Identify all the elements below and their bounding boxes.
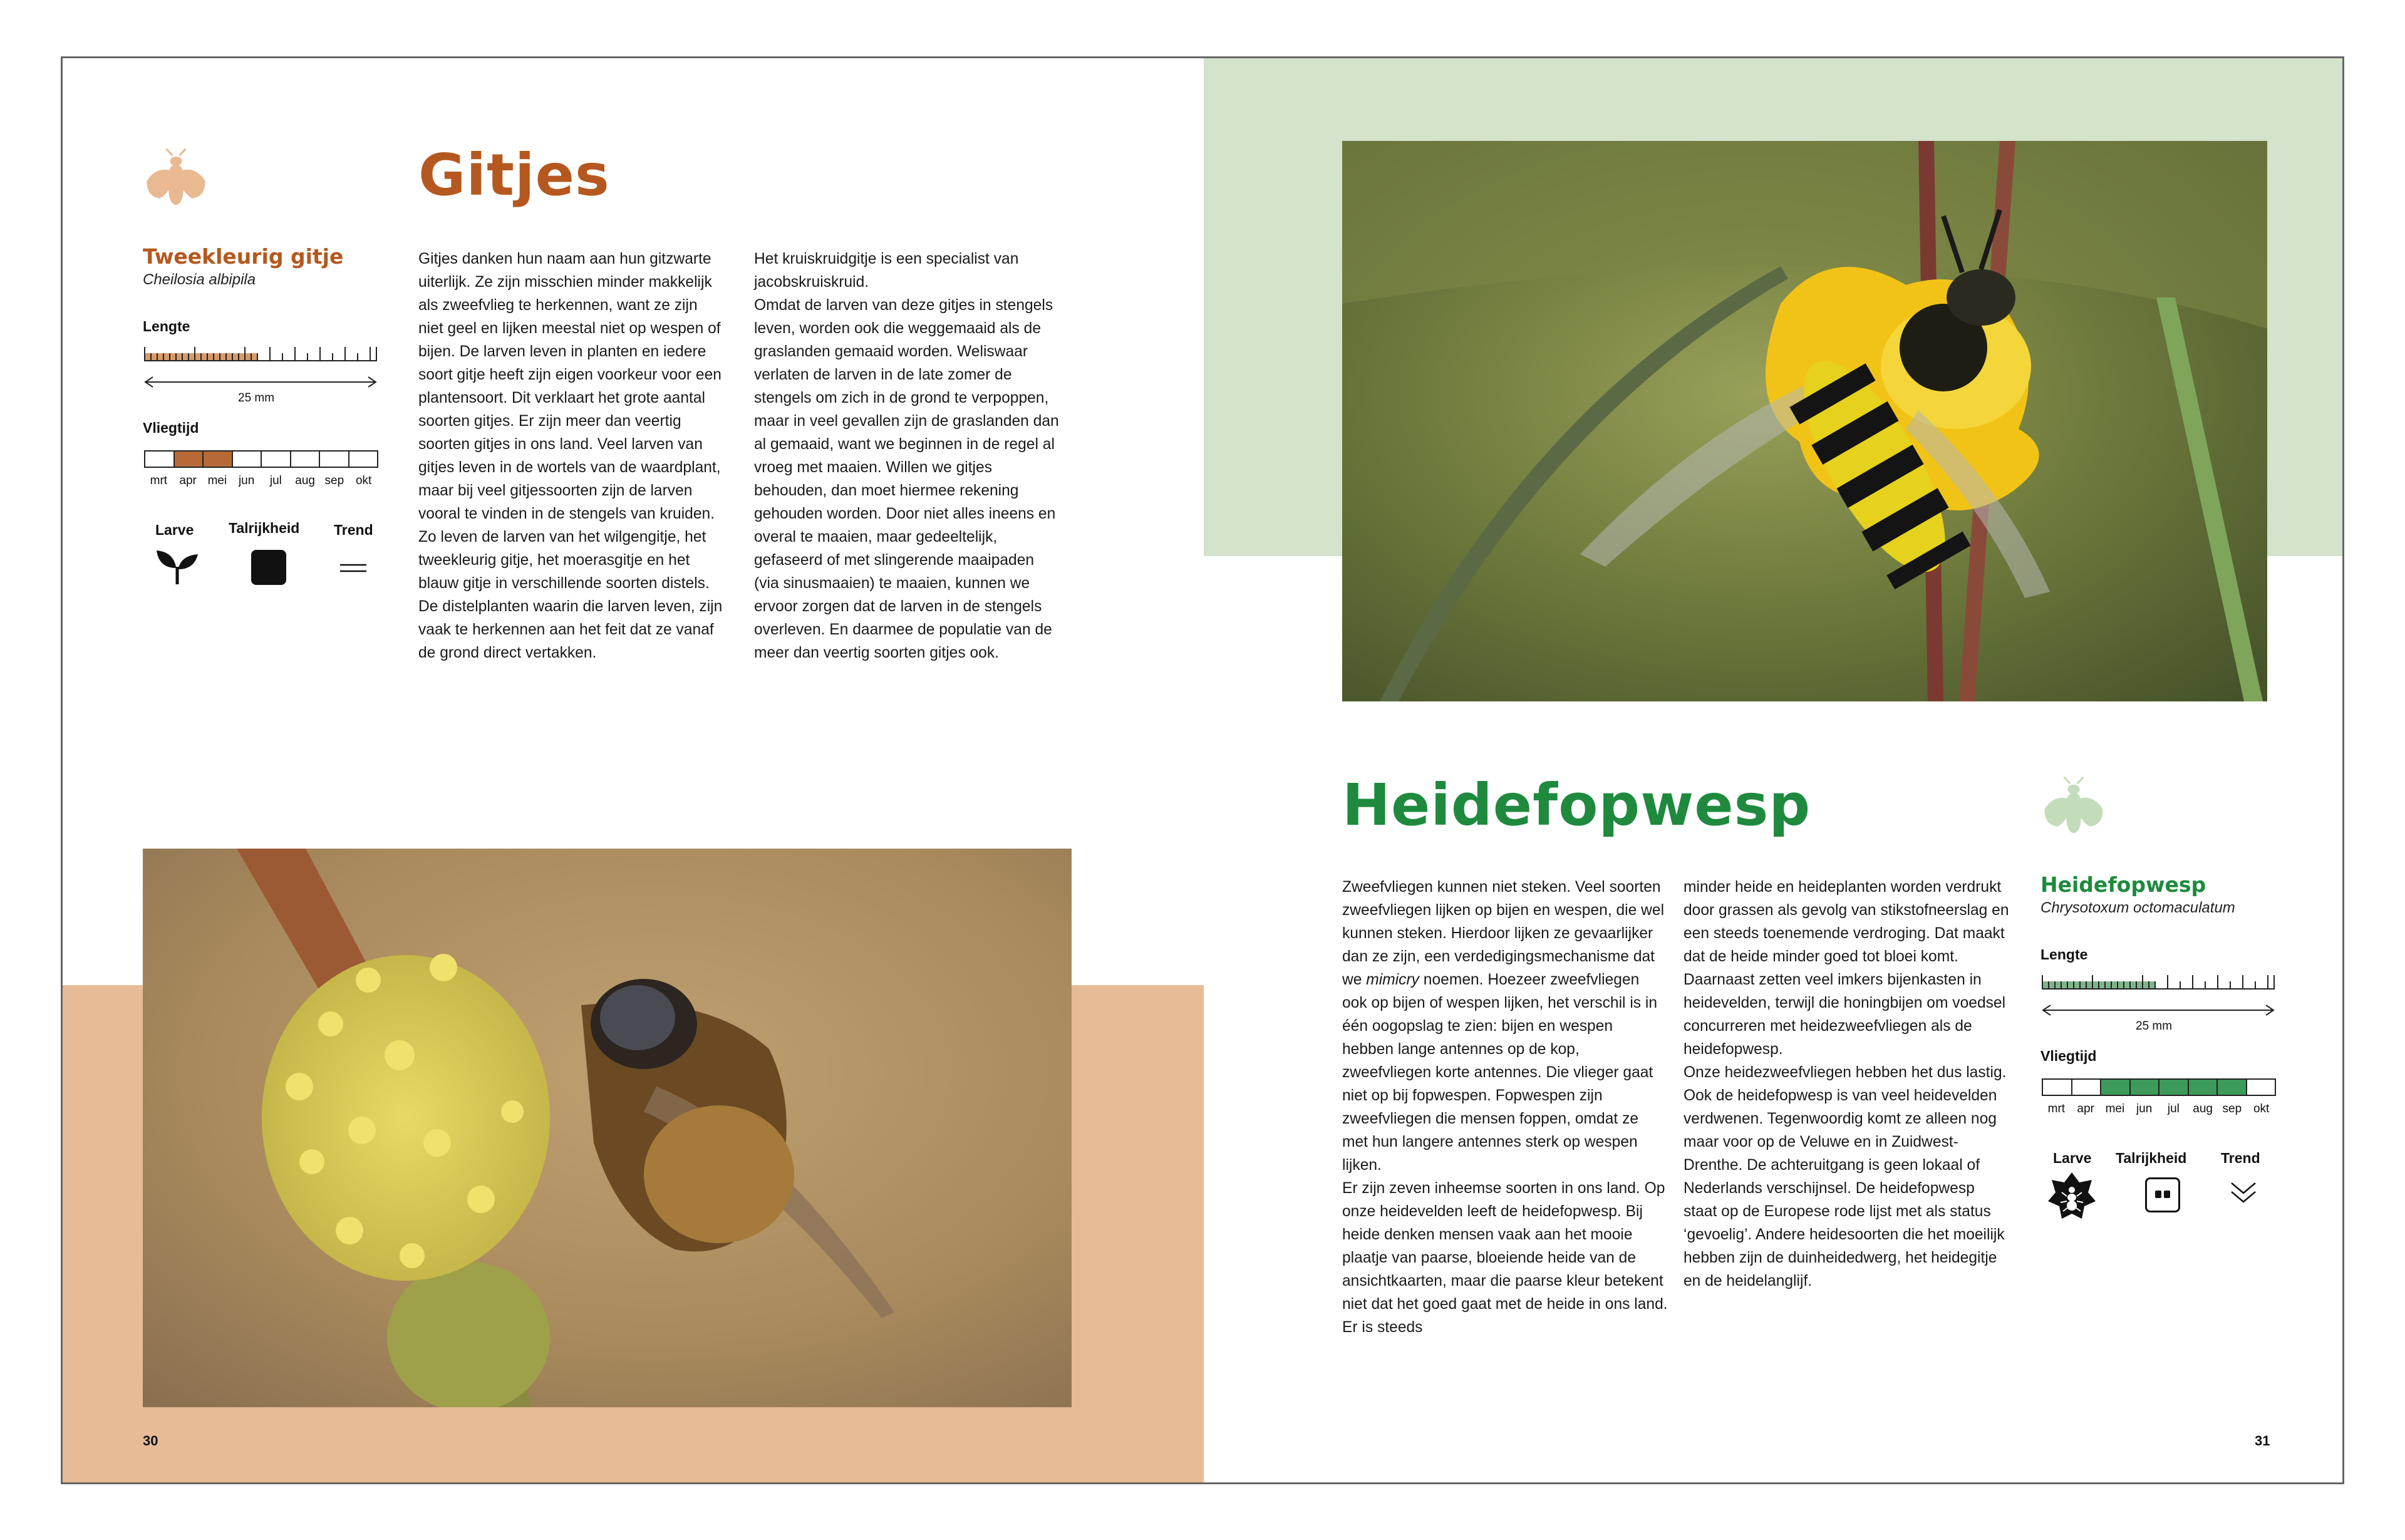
photo-hoverfly-on-catkin bbox=[143, 849, 1072, 1407]
species-name: Tweekleurig gitje bbox=[143, 244, 344, 269]
flight-month-cell bbox=[2101, 1080, 2131, 1095]
month-label: jul bbox=[2167, 1102, 2180, 1115]
flight-time-label: Vliegtijd bbox=[2040, 1048, 2097, 1064]
flight-month-labels bbox=[144, 474, 378, 488]
spread bbox=[61, 56, 2344, 1484]
ant-nest-icon bbox=[2047, 1171, 2097, 1222]
length-label: Lengte bbox=[143, 318, 190, 334]
trend-label: Trend bbox=[334, 522, 373, 538]
flight-time-bar bbox=[144, 450, 378, 468]
flight-month-cell bbox=[320, 452, 349, 467]
abundance-label: Talrijkheid bbox=[2116, 1150, 2187, 1166]
length-label: Lengte bbox=[2040, 946, 2088, 963]
flight-month-cell bbox=[2159, 1080, 2189, 1095]
month-label: mrt bbox=[2047, 1102, 2066, 1115]
filled-square-icon bbox=[251, 550, 286, 585]
month-label: okt bbox=[2253, 1102, 2270, 1115]
abundance-label: Talrijkheid bbox=[229, 520, 300, 536]
flight-month-cell bbox=[2072, 1080, 2102, 1095]
flight-month-cell bbox=[145, 452, 175, 467]
page-title-gitjes: Gitjes bbox=[418, 142, 610, 209]
flight-month-cell bbox=[2131, 1080, 2160, 1095]
length-arrow bbox=[144, 376, 377, 388]
flight-month-cell bbox=[204, 452, 233, 467]
flight-month-cell bbox=[2043, 1080, 2072, 1095]
flight-month-cell bbox=[175, 452, 204, 467]
month-label: apr bbox=[2077, 1102, 2094, 1115]
month-label: mrt bbox=[150, 474, 168, 487]
equal-trend-icon bbox=[339, 563, 368, 573]
length-ruler bbox=[2042, 971, 2275, 989]
sparse-square-icon bbox=[2145, 1177, 2180, 1212]
page-number-right: 31 bbox=[2255, 1433, 2270, 1449]
length-value: 25 mm bbox=[2136, 1020, 2173, 1033]
length-arrow bbox=[2042, 1004, 2275, 1016]
month-label: okt bbox=[355, 474, 372, 487]
month-label: sep bbox=[2222, 1102, 2242, 1115]
month-label: jun bbox=[238, 474, 255, 487]
flight-month-cell bbox=[291, 452, 321, 467]
flight-month-cell bbox=[349, 452, 378, 467]
fly-icon bbox=[143, 146, 209, 214]
flight-time-label: Vliegtijd bbox=[143, 420, 199, 436]
plant-sprout-icon bbox=[155, 548, 199, 586]
paragraph: Er zijn zeven inheemse soorten in ons land. Op onze heidevelden leeft de heidefopwesp. Bij heide denken mensen vaak aan het mooie plaatje van paarse, bloeiende heide van de ansichtkaarten, maar die paarse kleur betekent niet dat het goed gaat met de heide in ons land. Er is steeds bbox=[1342, 1180, 1668, 1336]
length-value: 25 mm bbox=[238, 391, 275, 405]
page-title-heidefopwesp: Heidefopwesp bbox=[1342, 772, 1811, 839]
gitjes-text-column-1 bbox=[418, 247, 725, 664]
month-label: aug bbox=[295, 474, 315, 487]
species-latin-name: Chrysotoxum octomaculatum bbox=[2040, 899, 2235, 916]
month-label: mei bbox=[2105, 1102, 2125, 1115]
month-label: jun bbox=[2136, 1102, 2153, 1115]
paragraph: Gitjes danken hun naam aan hun gitzwarte uiterlijk. Ze zijn misschien minder makkelijk als zweefvlieg te herkennen, want ze zijn niet geel en lijken meestal niet op wespen of bijen. De larven leven in planten en iedere soort gitje heeft zijn eigen voorkeur voor een plantensoort. Dit verklaart het grote aantal soorten gitjes. Er zijn meer dan veertig soorten gitjes in ons land. Veel larven van gitjes leven in de wortels van de waardplant, maar bij veel gitjessoorten zijn de larven vooral te vinden in de stengels van kruiden. Zo leven de larven van het wilgengitje, het tweekleurig gitje, het moerasgitje en het blauw gitje in verschillende soorten distels. De distelplanten waarin die larven leven, zijn vaak te herkennen aan het feit dat ze vanaf de grond direct vertakken. bbox=[418, 251, 723, 661]
double-down-chevron-icon bbox=[2230, 1181, 2257, 1206]
flight-month-cell bbox=[2189, 1080, 2218, 1095]
larva-label: Larve bbox=[2053, 1150, 2092, 1166]
length-ruler bbox=[144, 343, 377, 361]
month-label: mei bbox=[207, 474, 227, 487]
paragraph: Omdat de larven van deze gitjes in stengels leven, worden ook die weggemaaid als de graslanden gemaaid worden. Weliswaar verlaten de larven in de late zomer de stengels om zich in de grond te verpoppen, maar in veel gevallen zijn de graslanden dan al gemaaid, want we beginnen in de regel al vroeg met maaien. Willen we gitjes behouden, dan moet hiermee rekening gehouden worden. Door niet alles ineens en overal te maaien, maar gedeeltelijk, gefaseerd of met slingerende maaipaden (via sinusmaaien) te maaien, kunnen we ervoor zorgen dat de larven in de stengels overleven. En daarmee de populatie van de meer dan veertig soorten gitjes ook. bbox=[754, 297, 1059, 661]
paragraph: Onze heidezweefvliegen hebben het dus lastig. Ook de heidefopwesp is van veel heidevelden verdwenen. Tegenwoordig komt ze alleen nog maar voor op de Veluwe en in Zuidwest-Drenthe. De achteruitgang is geen lokaal of Nederlands verschijnsel. De heidefopwesp staat op de Europese rode lijst met als status ‘gevoelig’. Andere heidesoorten die het moeilijk hebben zijn de duinheidedwerg, het heidegitje en de heidelanglijf. bbox=[1684, 1064, 2007, 1289]
species-name: Heidefopwesp bbox=[2040, 872, 2206, 897]
trend-label: Trend bbox=[2221, 1150, 2260, 1166]
page-number-left: 30 bbox=[143, 1433, 158, 1449]
month-label: sep bbox=[324, 474, 344, 487]
fly-icon bbox=[2040, 774, 2107, 842]
species-latin-name: Cheilosia albipila bbox=[143, 271, 256, 288]
month-label: jul bbox=[269, 474, 282, 487]
photo-heidefopwesp-on-flower bbox=[1342, 141, 2267, 701]
flight-month-cell bbox=[2218, 1080, 2247, 1095]
month-label: apr bbox=[179, 474, 197, 487]
paragraph: minder heide en heideplanten worden verdrukt door grassen als gevolg van stikstofneerslag en een steeds toenemende verdroging. Dat maakt dat de heide minder goed tot bloei komt. Daarnaast zetten veel imkers bijenkasten in heidevelden, terwijl die honingbijen om voedsel concurreren met heidezweefvliegen als de heidefopwesp. bbox=[1684, 879, 2009, 1058]
gitjes-text-column-2 bbox=[754, 247, 1061, 664]
flight-month-cell bbox=[233, 452, 262, 467]
paragraph: Zweefvliegen kunnen niet steken. Veel soorten zweefvliegen lijken op bijen en wespen, die wel kunnen steken. Hierdoor lijken ze gevaarlijker dan ze zijn, een verdedigingsmechanisme dat we mimicry noemen. Hoezeer zweefvliegen ook op bijen of wespen lijken, het verschil is in één oogopslag te zien: bijen en wespen hebben lange antennes op de kop, zweefvliegen korte antennes. Die vlieger gaat niet op bij fopwespen. Fopwespen zijn zweefvliegen die mensen foppen, omdat ze met hun langere antennes sterk op wespen lijken. bbox=[1342, 879, 1665, 1174]
flight-time-bar bbox=[2042, 1078, 2276, 1096]
flight-month-labels bbox=[2042, 1102, 2276, 1116]
month-label: aug bbox=[2193, 1102, 2213, 1115]
larva-label: Larve bbox=[155, 522, 194, 538]
flight-month-cell bbox=[2247, 1080, 2275, 1095]
paragraph: Het kruiskruidgitje is een specialist van jacobskruiskruid. bbox=[754, 251, 1019, 291]
heidefopwesp-text-column-1 bbox=[1342, 876, 1668, 1339]
flight-month-cell bbox=[262, 452, 291, 467]
heidefopwesp-text-column-2 bbox=[1684, 876, 2009, 1293]
